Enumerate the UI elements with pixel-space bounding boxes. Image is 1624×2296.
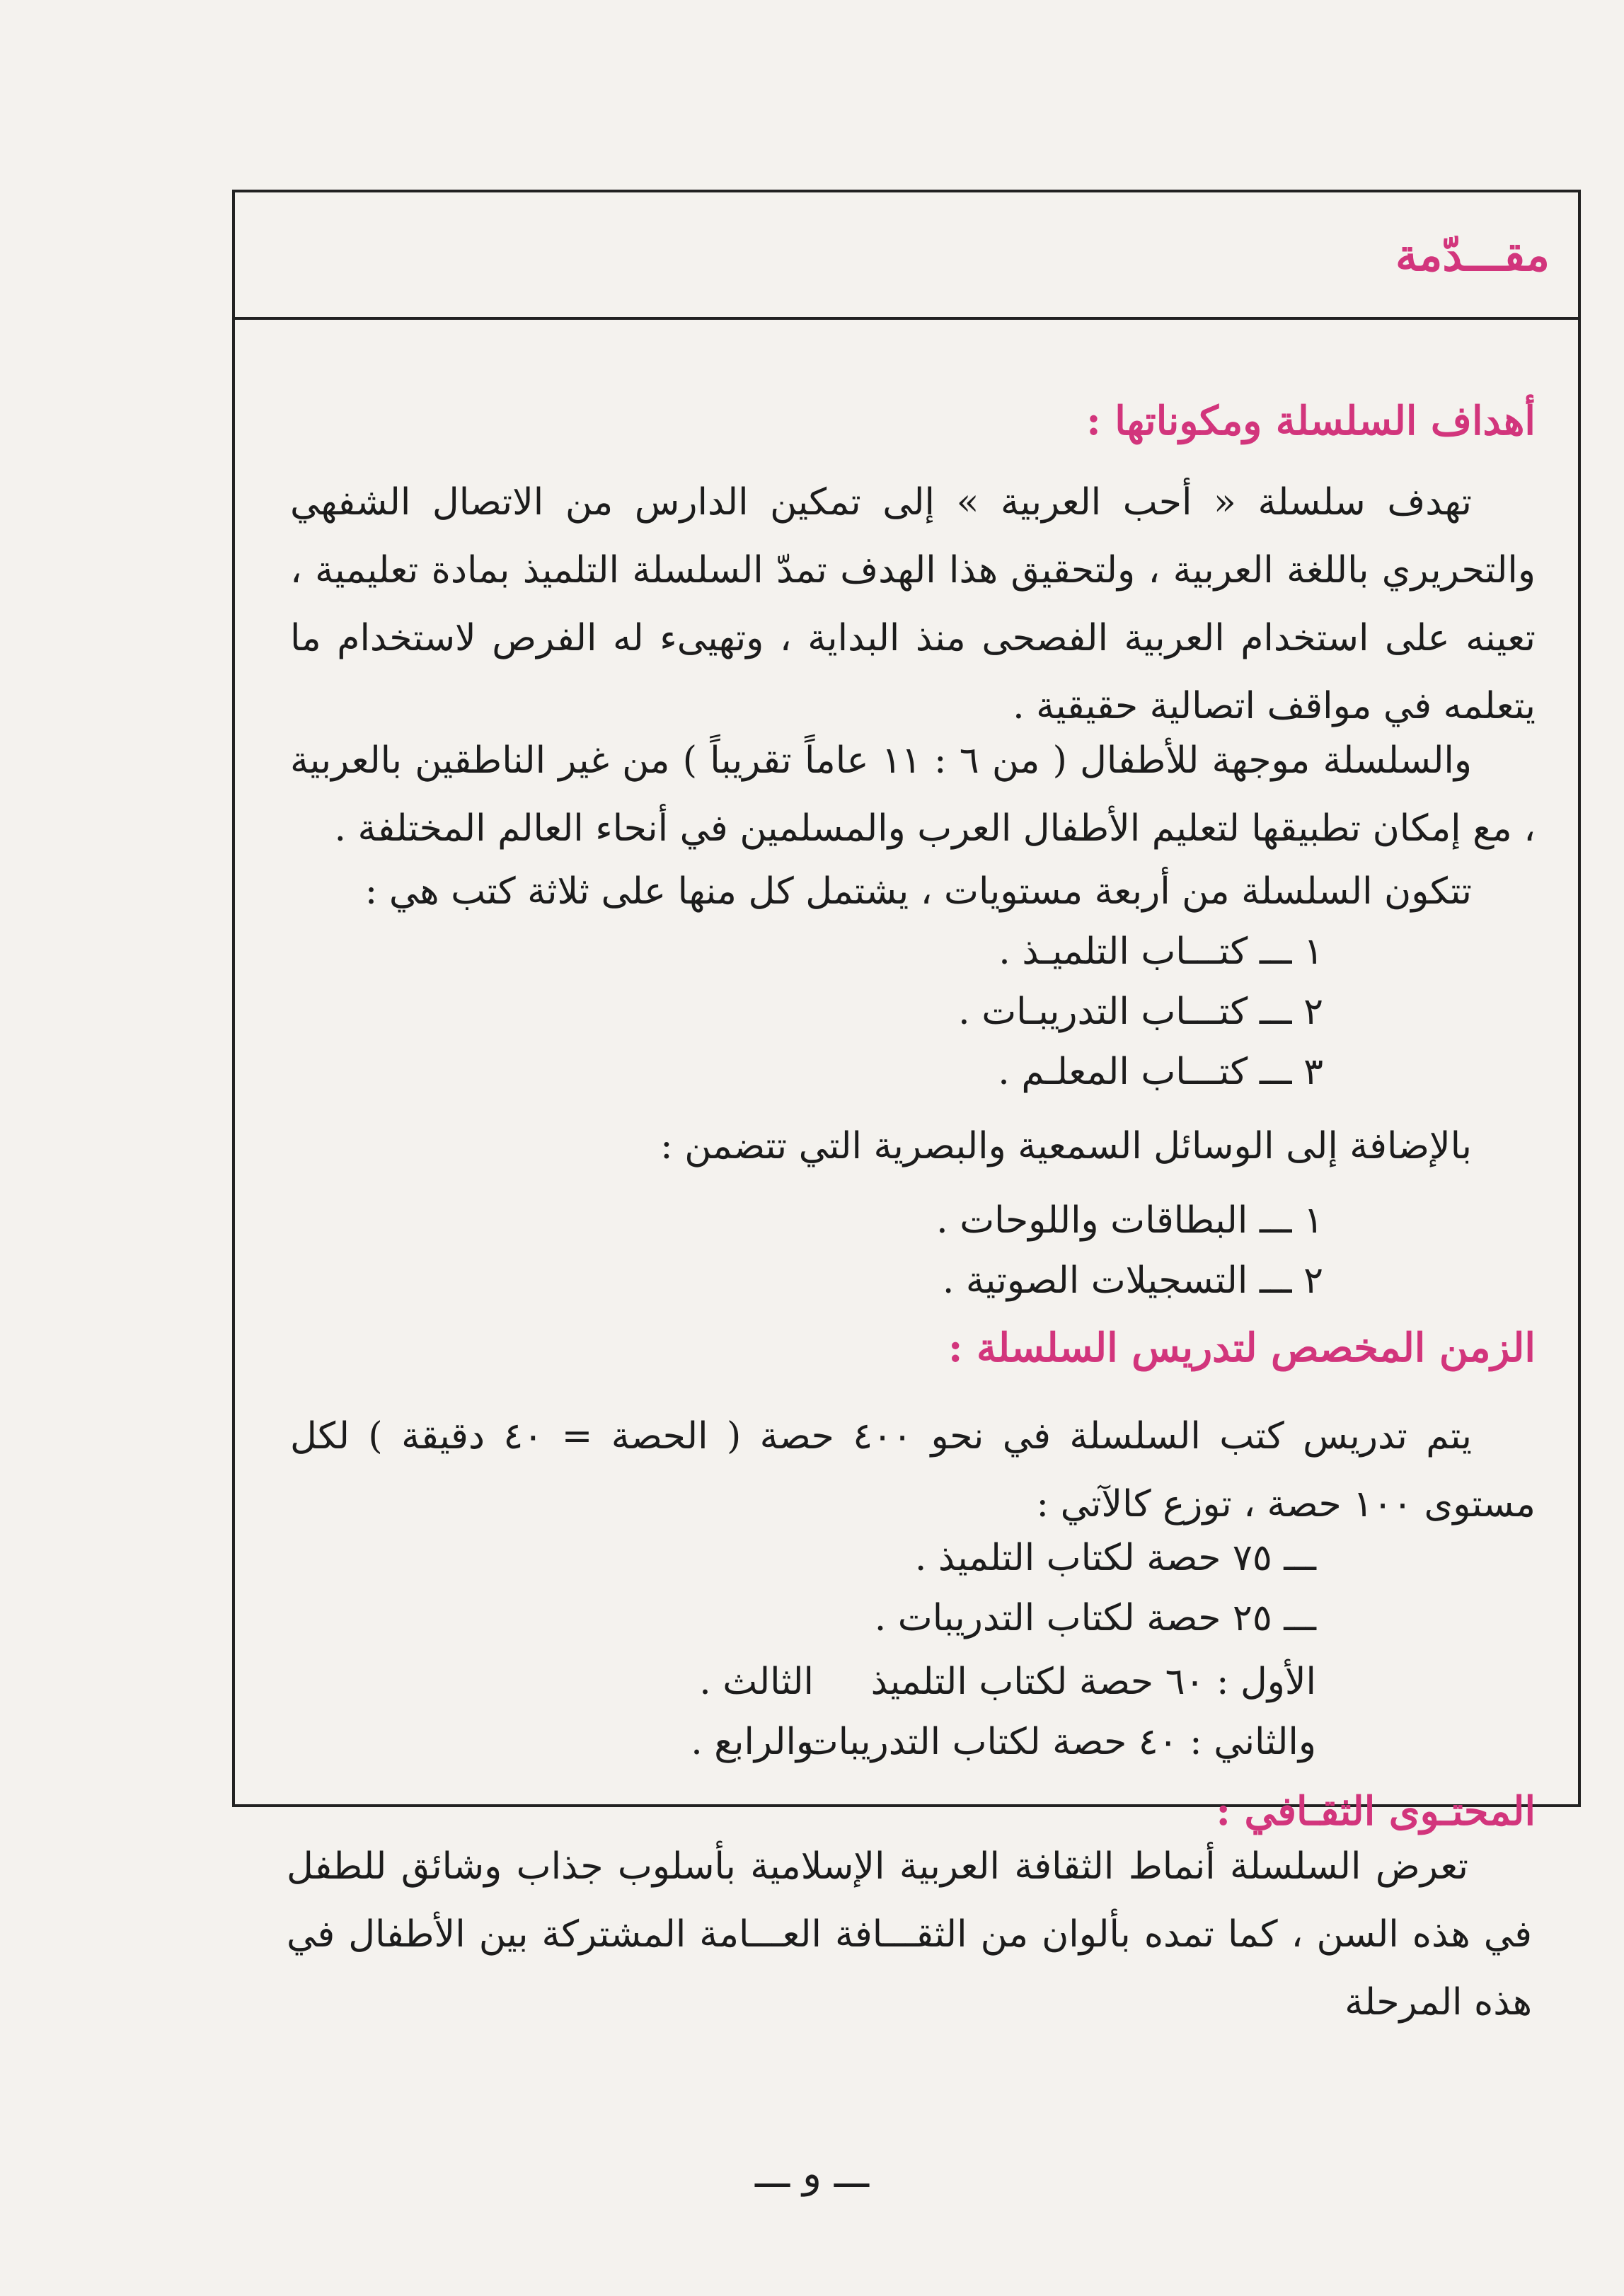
list-item-time-1: ـــ ٧٥ حصة لكتاب التلميذ . bbox=[914, 1537, 1316, 1579]
paragraph-media: بالإضافة إلى الوسائل السمعية والبصرية التي تتضمن : bbox=[660, 1125, 1472, 1167]
list-item-time-2: ـــ ٢٥ حصة لكتاب التدريبات . bbox=[874, 1597, 1316, 1639]
schedule-row-2: والثاني : ٤٠ حصة لكتاب التدريبات bbox=[803, 1721, 1316, 1763]
page-title: مقـــدّمة bbox=[1395, 229, 1550, 281]
list-item-book-3: ٣ ـــ كتـــاب المعلـم . bbox=[998, 1051, 1323, 1093]
paragraph-culture: تعرض السلسلة أنماط الثقافة العربية الإسلامية بأسلوب جذاب وشائق للطفل في هذه السن ، كما تمده بألوان من الثقـــافة العـــامة المشتركة بين الأطفال في هذه المرحلة bbox=[287, 1845, 1532, 2024]
page-frame bbox=[232, 190, 1581, 1835]
section-heading-culture: المحتـوى الثقـافي : bbox=[1216, 1788, 1536, 1835]
paragraph-goals: تهدف سلسلة « أحب العربية » إلى تمكين الدارس من الاتصال الشفهي والتحريري باللغة العربية ، ولتحقيق هذا الهدف تمدّ السلسلة التلميذ بمادة تعليمية ، تعينه على استخدام العربية الفصحى منذ البداية ، وتهيىء له الفرص لاستخدام ما يتعلمه في مواقف اتصالية حقيقية . bbox=[290, 481, 1536, 727]
schedule-row-1: الأول : ٦٠ حصة لكتاب التلميذ bbox=[870, 1661, 1316, 1703]
page-number: ـــ و ـــ bbox=[754, 2151, 870, 2197]
list-item-media-1: ١ ـــ البطاقات واللوحات . bbox=[936, 1199, 1323, 1242]
paragraph-time: يتم تدريس كتب السلسلة في نحو ٤٠٠ حصة ( الحصة = ٤٠ دقيقة ) لكل مستوى ١٠٠ حصة ، توزع كالآتي : bbox=[290, 1415, 1536, 1525]
list-item-book-2: ٢ ـــ كتـــاب التدريبـات . bbox=[958, 991, 1323, 1033]
paragraph-audience: والسلسلة موجهة للأطفال ( من ٦ : ١١ عاماً تقريباً ) من غير الناطقين بالعربية ، مع إمكان تطبيقها لتعليم الأطفال العرب والمسلمين في أنحاء العالم المختلفة . bbox=[290, 739, 1536, 850]
schedule-row-2-level: والرابع . bbox=[691, 1721, 814, 1763]
paragraph-levels: تتكون السلسلة من أربعة مستويات ، يشتمل كل منها على ثلاثة كتب هي : bbox=[364, 870, 1472, 913]
title-box bbox=[235, 192, 1578, 320]
section-heading-time: الزمن المخصص لتدريس السلسلة : bbox=[948, 1325, 1536, 1371]
schedule-row-1-level: الثالث . bbox=[699, 1661, 814, 1703]
section-heading-goals: أهداف السلسلة ومكوناتها : bbox=[1086, 398, 1536, 444]
list-item-media-2: ٢ ـــ التسجيلات الصوتية . bbox=[942, 1259, 1323, 1302]
list-item-book-1: ١ ـــ كتـــاب التلميـذ . bbox=[998, 930, 1323, 973]
